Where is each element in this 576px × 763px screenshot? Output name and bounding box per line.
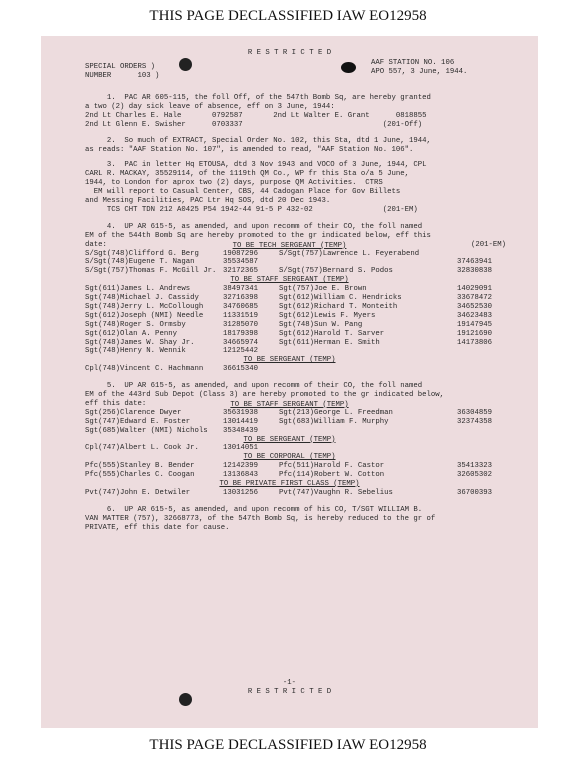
soldier-name: Sgt(612)Joseph (NMI) Needle [85, 311, 204, 320]
order-text-line: 4. UP AR 615-5, as amended, and upon recomm of their CO, the foll named [85, 222, 423, 231]
soldier-name: Sgt(683)William F. Murphy [279, 417, 389, 426]
classification-top: R E S T R I C T E D [247, 49, 332, 57]
order-text-line: EM of the 544th Bomb Sq are hereby promoted to the gr indicated below, eff this [85, 231, 431, 240]
serial-number: 35413323 [457, 462, 493, 471]
soldier-name: Sgt(757)Joe E. Brown [279, 285, 367, 294]
serial-number: 34652530 [457, 302, 493, 311]
soldier-name: Sgt(748)Michael J. Cassidy [85, 294, 199, 302]
classification-bottom: R E S T R I C T E D [247, 688, 332, 696]
serial-number: 36615340 [223, 365, 259, 374]
order-text-line: 1. PAC AR 605-115, the foll Off, of the 547th Bomb Sq, are hereby granted [85, 94, 431, 102]
serial-number: 13031256 [223, 488, 259, 497]
soldier-name: Sgt(612)Olan A. Penny [85, 329, 177, 338]
serial-number: 11331519 [223, 311, 259, 320]
special-orders-label: SPECIAL ORDERS ) [85, 63, 156, 71]
page-number: -1- [282, 679, 297, 687]
soldier-name: Sgt(747)Edward E. Foster [85, 417, 191, 426]
soldier-name: Sgt(748)Sun W. Pang [279, 320, 363, 329]
order-text-line: EM of the 443rd Sub Depot (Class 3) are hereby promoted to the gr indicated below, [85, 391, 445, 399]
order-text-line: 3. PAC in letter Hq ETOUSA, dtd 3 Nov 1943 and VOCO of 3 June, 1944, CPL [85, 161, 427, 170]
soldier-name: Pvt(747)Vaughn R. Sebelius [279, 488, 393, 497]
serial-number: 33678472 [457, 294, 493, 302]
serial-number: 19087296 [223, 249, 259, 258]
order-text-line: CARL R. MACKAY, 35529114, of the 1119th QM Co., WP fr this Sta o/a 5 June, [85, 170, 410, 179]
soldier-name: Pvt(747)John E. Detwiler [85, 488, 191, 497]
soldier-name: Sgt(256)Clarence Dwyer [85, 408, 182, 417]
serial-number: 32172365 [223, 267, 259, 276]
order-text-line: and Messing Facilities, PAC Ltr Hq SOS, dtd 20 Dec 1943. [85, 197, 331, 205]
soldier-name: Sgt(611)Herman E. Smith [279, 338, 380, 347]
serial-number: 37463941 [457, 258, 493, 267]
order-text-line: (201-EM) [471, 240, 507, 249]
order-number: NUMBER 103 ) [85, 72, 160, 80]
order-text-line: eff this date: [85, 399, 147, 408]
serial-number: 31285070 [223, 320, 259, 329]
serial-number: 32830838 [457, 267, 493, 276]
serial-number: 13014419 [223, 417, 259, 426]
serial-number: 12125442 [223, 347, 259, 356]
order-text-line: PRIVATE, eff this date for cause. [85, 523, 230, 532]
serial-number: 32716398 [223, 294, 259, 302]
serial-number: 36304859 [457, 408, 493, 417]
order-text-line: date: [85, 240, 107, 249]
station-name: AAF STATION NO. 106 [371, 59, 455, 67]
soldier-name: Sgt(213)George L. Freedman [279, 408, 393, 417]
soldier-name: Sgt(612)Richard T. Monteith [279, 302, 398, 311]
order-text-line: TCS CHT TDN 212 A0425 P54 1942-44 91-5 P 432-02 (201-EM) [85, 205, 418, 214]
declassified-banner-bottom: THIS PAGE DECLASSIFIED IAW EO12958 [149, 737, 427, 753]
soldier-name: Pfc(511)Harold F. Castor [279, 462, 385, 471]
declassified-banner-top: THIS PAGE DECLASSIFIED IAW EO12958 [149, 8, 427, 24]
soldier-name: Sgt(748)Roger S. Ormsby [85, 320, 186, 329]
grade-heading: TO BE STAFF SERGEANT (TEMP) [230, 400, 349, 409]
soldier-name: Sgt(748)Jerry L. McCollough [85, 302, 204, 311]
soldier-name: Sgt(612)Lewis F. Myers [279, 311, 376, 320]
soldier-name: S/Sgt(757)Lawrence L. Feyerabend [279, 249, 420, 258]
order-text-line: 2. So much of EXTRACT, Special Order No. 102, this Sta, dtd 1 June, 1944, [85, 136, 431, 145]
soldier-name: Cpl(747)Albert L. Cook Jr. [85, 444, 199, 453]
serial-number: 19121690 [457, 329, 493, 338]
grade-heading: TO BE CORPORAL (TEMP) [243, 453, 336, 462]
serial-number: 38497341 [223, 285, 259, 294]
serial-number: 36700393 [457, 488, 493, 497]
serial-number: 14173806 [457, 338, 493, 347]
soldier-name: S/Sgt(757)Bernard S. Podos [279, 267, 393, 276]
serial-number: 12142399 [223, 462, 259, 471]
serial-number: 14029091 [457, 285, 493, 294]
order-text-line: a two (2) day sick leave of absence, eff on 3 June, 1944: [85, 102, 335, 111]
soldier-name: S/Sgt(748)Clifford G. Berg [85, 249, 199, 258]
order-text-line: 1944, to London for aprox two (2) days, purpose QM Activities. CTRS [85, 179, 383, 188]
serial-number: 35534587 [223, 258, 259, 267]
serial-number: 35348439 [223, 426, 259, 435]
soldier-name: Pfc(114)Robert W. Cotton [279, 471, 385, 480]
soldier-name: Pfc(555)Stanley B. Bender [85, 462, 195, 471]
order-text-line: 2nd Lt Glenn E. Swisher 0703337 (201-Off) [85, 120, 423, 129]
soldier-name: Sgt(611)James L. Andrews [85, 285, 191, 294]
serial-number: 34623483 [457, 311, 493, 320]
soldier-name: S/Sgt(748)Eugene T. Nagan [85, 258, 195, 267]
serial-number: 13136843 [223, 471, 259, 480]
grade-heading: TO BE SERGEANT (TEMP) [243, 435, 336, 444]
soldier-name: Sgt(612)William C. Hendricks [279, 294, 402, 302]
punch-hole-top [179, 58, 192, 71]
serial-number: 32374358 [457, 417, 493, 426]
soldier-name: S/Sgt(757)Thomas F. McGill Jr. [85, 267, 217, 276]
grade-heading: TO BE SERGEANT (TEMP) [243, 356, 336, 365]
order-text-line: 5. UP AR 615-5, as amended, and upon recomm of their CO, the foll named [85, 382, 423, 391]
grade-heading: TO BE STAFF SERGEANT (TEMP) [230, 276, 349, 285]
serial-number: 13014051 [223, 444, 259, 453]
soldier-name: Cpl(748)Vincent C. Hachmann [85, 365, 204, 374]
soldier-name: Sgt(748)Henry N. Wennik [85, 347, 186, 356]
serial-number: 34665974 [223, 338, 259, 347]
order-text-line: VAN MATTER (757), 32668773, of the 547th Bomb Sq, is hereby reduced to the gr of [85, 514, 436, 523]
soldier-name: Sgt(685)Walter (NMI) Nichols [85, 426, 208, 435]
soldier-name: Sgt(748)James W. Shay Jr. [85, 338, 195, 347]
station-date: APO 557, 3 June, 1944. [371, 68, 468, 76]
soldier-name: Pfc(555)Charles C. Coogan [85, 471, 195, 480]
grade-heading: TO BE PRIVATE FIRST CLASS (TEMP) [219, 480, 360, 488]
order-text-line: 2nd Lt Charles E. Hale 0792587 2nd Lt Walter E. Grant 0818855 [85, 111, 427, 120]
document-page [41, 36, 538, 728]
serial-number: 19147945 [457, 320, 493, 329]
grade-heading: TO BE TECH SERGEANT (TEMP) [232, 241, 347, 250]
soldier-name: Sgt(612)Harold T. Sarver [279, 329, 385, 338]
order-text-line: EM will report to Casual Center, CBS, 44 Cadogan Place for Gov Billets [85, 188, 401, 197]
serial-number: 32605302 [457, 471, 493, 480]
serial-number: 18179398 [223, 329, 259, 338]
serial-number: 35631938 [223, 408, 259, 417]
ink-blot [341, 62, 356, 73]
serial-number: 34760685 [223, 302, 259, 311]
order-text-line: as reads: "AAF Station No. 107", is amended to read, "AAF Station No. 106". [85, 145, 414, 154]
order-text-line: 6. UP AR 615-5, as amended, and upon recomm of his CO, T/SGT WILLIAM B. [85, 505, 423, 514]
